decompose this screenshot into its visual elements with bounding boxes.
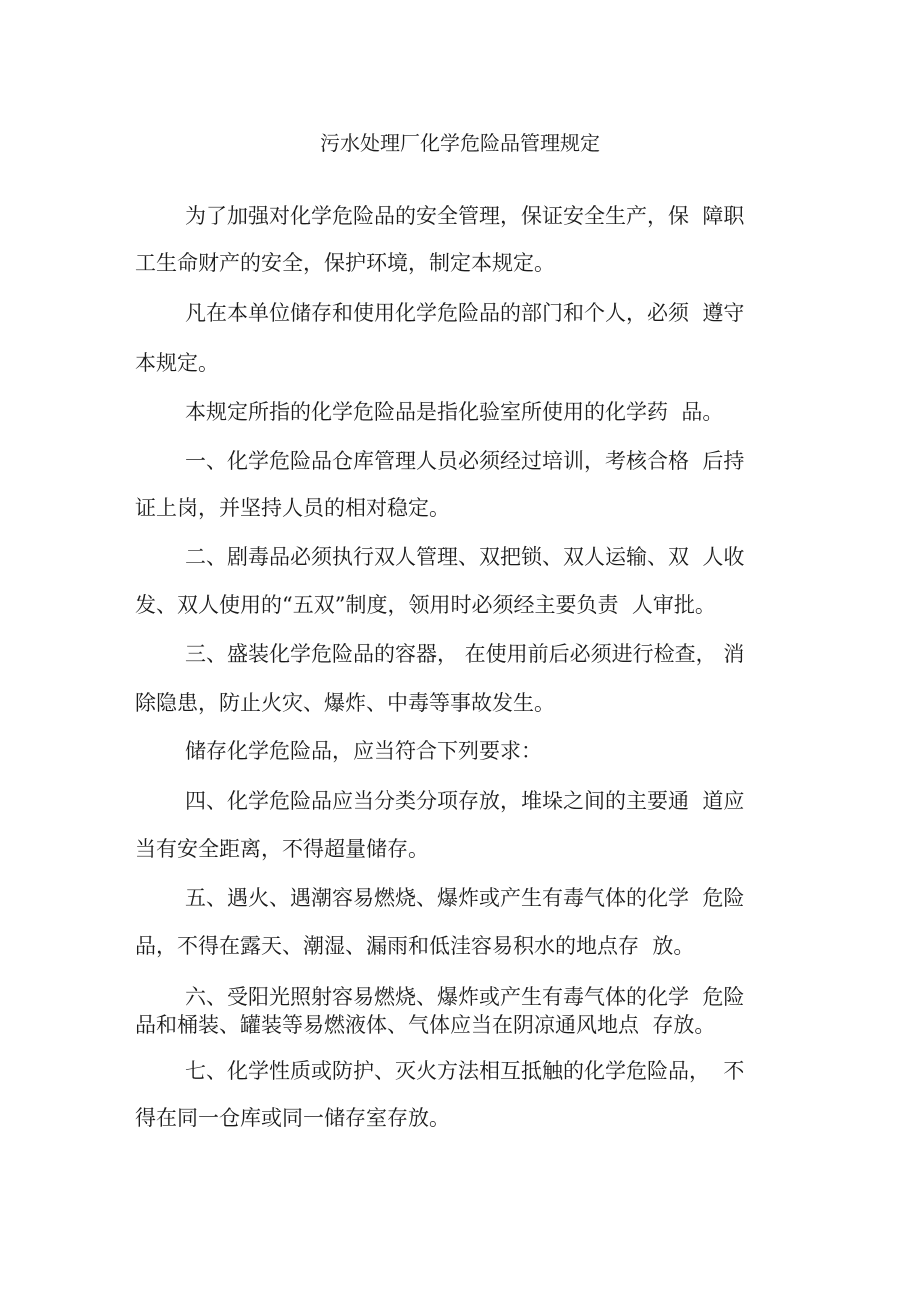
paragraph-6-line-2: 除隐患，防止火灾、爆炸、中毒等事故发生。 <box>135 691 555 715</box>
paragraph-11-line-1: 七、化学性质或防护、灭火方法相互抵触的化学危险品， 不 <box>185 1059 745 1083</box>
paragraph-8-line-1: 四、化学危险品应当分类分项存放，堆垛之间的主要通 道应 <box>185 789 745 813</box>
paragraph-2-line-1: 凡在本单位储存和使用化学危险品的部门和个人，必须 遵守 <box>185 301 745 325</box>
paragraph-5-line-1: 二、剧毒品必须执行双人管理、双把锁、双人运输、双 人收 <box>185 545 745 569</box>
paragraph-1-line-1: 为了加强对化学危险品的安全管理，保证安全生产，保 障职 <box>185 204 745 228</box>
paragraph-7-line-1: 储存化学危险品，应当符合下列要求： <box>185 739 542 763</box>
paragraph-9-line-1: 五、遇火、遇潮容易燃烧、爆炸或产生有毒气体的化学 危险 <box>185 886 745 910</box>
document-title: 污水处理厂化学危险品管理规定 <box>320 131 600 155</box>
paragraph-9-line-2: 品，不得在露天、潮湿、漏雨和低洼容易积水的地点存 放。 <box>135 934 695 958</box>
paragraph-11-line-2: 得在同一仓库或同一储存室存放。 <box>135 1106 450 1130</box>
paragraph-3-line-1: 本规定所指的化学危险品是指化验室所使用的化学药 品。 <box>185 400 724 424</box>
paragraph-2-line-2: 本规定。 <box>135 351 219 375</box>
paragraph-10-line-2: 品和桶装、罐装等易燃液体、气体应当在阴凉通风地点 存放。 <box>135 1013 716 1037</box>
paragraph-10-line-1: 六、受阳光照射容易燃烧、爆炸或产生有毒气体的化学 危险 <box>185 985 745 1009</box>
paragraph-8-line-2: 当有安全距离，不得超量储存。 <box>135 837 429 861</box>
paragraph-4-line-2: 证上岗，并坚持人员的相对稳定。 <box>135 496 450 520</box>
paragraph-4-line-1: 一、化学危险品仓库管理人员必须经过培训，考核合格 后持 <box>185 449 745 473</box>
paragraph-1-line-2: 工生命财产的安全，保护环境，制定本规定。 <box>135 251 555 275</box>
paragraph-5-line-2: 发、双人使用的“五双”制度，领用时必须经主要负责 人审批。 <box>135 593 716 617</box>
paragraph-6-line-1: 三、盛装化学危险品的容器， 在使用前后必须进行检查， 消 <box>185 642 745 666</box>
